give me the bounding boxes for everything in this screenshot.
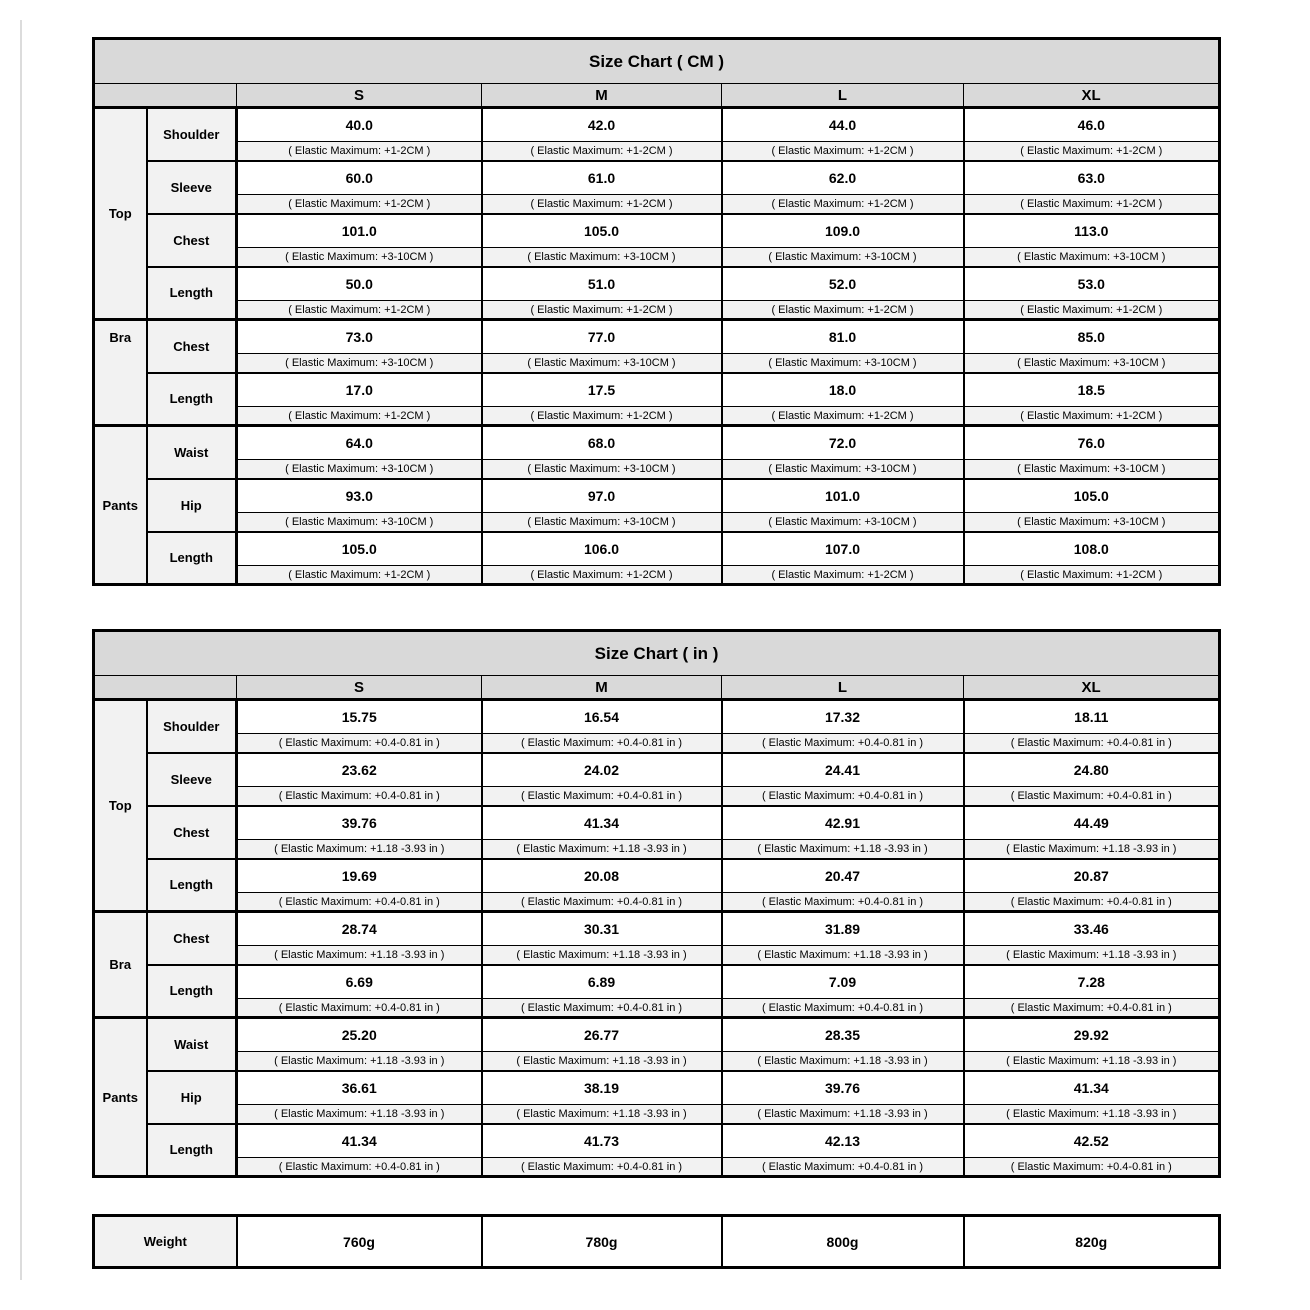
elastic-note: ( Elastic Maximum: +0.4-0.81 in ) (964, 1158, 1220, 1177)
value-row (94, 426, 1220, 460)
elastic-note-row (94, 893, 1220, 912)
elastic-note-row (94, 1158, 1220, 1177)
value-row (94, 373, 1220, 407)
value-row (94, 753, 1220, 787)
measurement-value: 93.0 (237, 479, 482, 513)
measurement-value: 68.0 (482, 426, 722, 460)
size-column-header: M (482, 84, 722, 108)
elastic-note: ( Elastic Maximum: +1-2CM ) (237, 566, 482, 585)
measurement-value: 25.20 (237, 1018, 482, 1052)
measurement-value: 28.35 (722, 1018, 964, 1052)
elastic-note-row (94, 734, 1220, 753)
size-column-header: L (722, 84, 964, 108)
measurement-value: 97.0 (482, 479, 722, 513)
elastic-note: ( Elastic Maximum: +0.4-0.81 in ) (237, 734, 482, 753)
measurement-value: 42.0 (482, 108, 722, 142)
group-label: Bra (94, 320, 147, 426)
elastic-note: ( Elastic Maximum: +1.18 -3.93 in ) (722, 1105, 964, 1124)
elastic-note: ( Elastic Maximum: +0.4-0.81 in ) (482, 787, 722, 806)
measurement-value: 24.80 (964, 753, 1220, 787)
elastic-note-row (94, 1052, 1220, 1071)
elastic-note: ( Elastic Maximum: +1.18 -3.93 in ) (964, 1105, 1220, 1124)
measurement-value: 108.0 (964, 532, 1220, 566)
elastic-note: ( Elastic Maximum: +1-2CM ) (482, 142, 722, 161)
measurement-value: 36.61 (237, 1071, 482, 1105)
measurement-value: 77.0 (482, 320, 722, 354)
table-title: Size Chart ( CM ) (94, 39, 1220, 84)
size-chart-in-table (92, 629, 1221, 1178)
measurement-value: 17.32 (722, 700, 964, 734)
measurement-label: Hip (147, 1071, 237, 1124)
elastic-note: ( Elastic Maximum: +3-10CM ) (482, 460, 722, 479)
elastic-note: ( Elastic Maximum: +1.18 -3.93 in ) (722, 840, 964, 859)
measurement-value: 40.0 (237, 108, 482, 142)
measurement-value: 6.69 (237, 965, 482, 999)
value-row (94, 267, 1220, 301)
elastic-note: ( Elastic Maximum: +0.4-0.81 in ) (964, 999, 1220, 1018)
elastic-note: ( Elastic Maximum: +1-2CM ) (964, 566, 1220, 585)
measurement-label: Waist (147, 1018, 237, 1071)
elastic-note: ( Elastic Maximum: +1-2CM ) (237, 195, 482, 214)
measurement-value: 44.49 (964, 806, 1220, 840)
elastic-note: ( Elastic Maximum: +0.4-0.81 in ) (237, 787, 482, 806)
header-corner-cell (94, 676, 237, 700)
measurement-value: 53.0 (964, 267, 1220, 301)
measurement-value: 24.02 (482, 753, 722, 787)
elastic-note: ( Elastic Maximum: +1-2CM ) (482, 407, 722, 426)
size-column-header: XL (964, 84, 1220, 108)
measurement-value: 64.0 (237, 426, 482, 460)
measurement-label: Chest (147, 806, 237, 859)
measurement-value: 76.0 (964, 426, 1220, 460)
measurement-label: Length (147, 859, 237, 912)
weight-value: 820g (964, 1216, 1220, 1268)
elastic-note: ( Elastic Maximum: +1-2CM ) (237, 142, 482, 161)
elastic-note: ( Elastic Maximum: +1-2CM ) (482, 301, 722, 320)
measurement-value: 41.73 (482, 1124, 722, 1158)
measurement-value: 15.75 (237, 700, 482, 734)
elastic-note-row (94, 999, 1220, 1018)
elastic-note: ( Elastic Maximum: +0.4-0.81 in ) (722, 734, 964, 753)
elastic-note: ( Elastic Maximum: +1-2CM ) (237, 407, 482, 426)
elastic-note: ( Elastic Maximum: +0.4-0.81 in ) (964, 787, 1220, 806)
measurement-value: 41.34 (237, 1124, 482, 1158)
elastic-note: ( Elastic Maximum: +1-2CM ) (482, 566, 722, 585)
measurement-value: 39.76 (237, 806, 482, 840)
weight-table (92, 1214, 1221, 1269)
value-row (94, 532, 1220, 566)
weight-value: 760g (237, 1216, 482, 1268)
elastic-note: ( Elastic Maximum: +0.4-0.81 in ) (964, 734, 1220, 753)
elastic-note: ( Elastic Maximum: +1-2CM ) (722, 301, 964, 320)
measurement-value: 46.0 (964, 108, 1220, 142)
measurement-value: 28.74 (237, 912, 482, 946)
elastic-note: ( Elastic Maximum: +0.4-0.81 in ) (964, 893, 1220, 912)
elastic-note: ( Elastic Maximum: +0.4-0.81 in ) (722, 999, 964, 1018)
measurement-value: 23.62 (237, 753, 482, 787)
group-label: Pants (94, 1018, 147, 1177)
measurement-label: Shoulder (147, 700, 237, 753)
measurement-value: 101.0 (722, 479, 964, 513)
measurement-value: 81.0 (722, 320, 964, 354)
elastic-note: ( Elastic Maximum: +1.18 -3.93 in ) (964, 1052, 1220, 1071)
value-row (94, 1124, 1220, 1158)
elastic-note: ( Elastic Maximum: +3-10CM ) (237, 513, 482, 532)
size-column-header: S (237, 84, 482, 108)
measurement-value: 109.0 (722, 214, 964, 248)
value-row (94, 700, 1220, 734)
elastic-note: ( Elastic Maximum: +1.18 -3.93 in ) (964, 840, 1220, 859)
measurement-value: 20.87 (964, 859, 1220, 893)
measurement-value: 33.46 (964, 912, 1220, 946)
measurement-label: Chest (147, 320, 237, 373)
elastic-note: ( Elastic Maximum: +1.18 -3.93 in ) (237, 1052, 482, 1071)
group-label: Bra (94, 912, 147, 1018)
elastic-note: ( Elastic Maximum: +1-2CM ) (964, 142, 1220, 161)
measurement-value: 41.34 (482, 806, 722, 840)
elastic-note: ( Elastic Maximum: +1-2CM ) (964, 407, 1220, 426)
elastic-note: ( Elastic Maximum: +1-2CM ) (482, 195, 722, 214)
elastic-note: ( Elastic Maximum: +3-10CM ) (482, 513, 722, 532)
elastic-note-row (94, 301, 1220, 320)
elastic-note-row (94, 1105, 1220, 1124)
measurement-value: 29.92 (964, 1018, 1220, 1052)
measurement-value: 51.0 (482, 267, 722, 301)
measurement-label: Length (147, 532, 237, 585)
elastic-note: ( Elastic Maximum: +0.4-0.81 in ) (722, 787, 964, 806)
weight-row (94, 1216, 1220, 1268)
group-label: Pants (94, 426, 147, 585)
measurement-value: 63.0 (964, 161, 1220, 195)
elastic-note-row (94, 195, 1220, 214)
elastic-note-row (94, 787, 1220, 806)
elastic-note: ( Elastic Maximum: +1.18 -3.93 in ) (722, 1052, 964, 1071)
elastic-note-row (94, 513, 1220, 532)
elastic-note-row (94, 354, 1220, 373)
measurement-value: 72.0 (722, 426, 964, 460)
elastic-note-row (94, 566, 1220, 585)
elastic-note: ( Elastic Maximum: +1.18 -3.93 in ) (237, 1105, 482, 1124)
elastic-note: ( Elastic Maximum: +1-2CM ) (964, 301, 1220, 320)
measurement-value: 61.0 (482, 161, 722, 195)
elastic-note-row (94, 946, 1220, 965)
elastic-note: ( Elastic Maximum: +3-10CM ) (722, 248, 964, 267)
value-row (94, 965, 1220, 999)
elastic-note-row (94, 248, 1220, 267)
size-column-header: L (722, 676, 964, 700)
measurement-value: 18.0 (722, 373, 964, 407)
elastic-note: ( Elastic Maximum: +1.18 -3.93 in ) (964, 946, 1220, 965)
measurement-value: 62.0 (722, 161, 964, 195)
weight-value: 780g (482, 1216, 722, 1268)
elastic-note: ( Elastic Maximum: +3-10CM ) (964, 460, 1220, 479)
group-label: Top (94, 108, 147, 320)
measurement-value: 105.0 (237, 532, 482, 566)
measurement-value: 7.09 (722, 965, 964, 999)
measurement-value: 18.5 (964, 373, 1220, 407)
measurement-label: Length (147, 373, 237, 426)
elastic-note: ( Elastic Maximum: +1-2CM ) (722, 566, 964, 585)
measurement-value: 42.52 (964, 1124, 1220, 1158)
elastic-note: ( Elastic Maximum: +0.4-0.81 in ) (237, 999, 482, 1018)
elastic-note: ( Elastic Maximum: +3-10CM ) (964, 248, 1220, 267)
size-column-header: M (482, 676, 722, 700)
measurement-value: 18.11 (964, 700, 1220, 734)
elastic-note: ( Elastic Maximum: +1-2CM ) (722, 407, 964, 426)
value-row (94, 806, 1220, 840)
measurement-value: 113.0 (964, 214, 1220, 248)
value-row (94, 1018, 1220, 1052)
elastic-note: ( Elastic Maximum: +1.18 -3.93 in ) (482, 946, 722, 965)
size-header-row (94, 84, 1220, 108)
measurement-value: 17.0 (237, 373, 482, 407)
measurement-value: 60.0 (237, 161, 482, 195)
value-row (94, 320, 1220, 354)
elastic-note-row (94, 142, 1220, 161)
elastic-note: ( Elastic Maximum: +0.4-0.81 in ) (482, 1158, 722, 1177)
elastic-note-row (94, 840, 1220, 859)
elastic-note: ( Elastic Maximum: +3-10CM ) (482, 248, 722, 267)
measurement-value: 31.89 (722, 912, 964, 946)
measurement-value: 106.0 (482, 532, 722, 566)
elastic-note: ( Elastic Maximum: +3-10CM ) (482, 354, 722, 373)
weight-label: Weight (94, 1216, 237, 1268)
elastic-note: ( Elastic Maximum: +1.18 -3.93 in ) (722, 946, 964, 965)
value-row (94, 161, 1220, 195)
measurement-value: 44.0 (722, 108, 964, 142)
measurement-value: 101.0 (237, 214, 482, 248)
measurement-label: Hip (147, 479, 237, 532)
measurement-value: 42.91 (722, 806, 964, 840)
elastic-note: ( Elastic Maximum: +3-10CM ) (722, 354, 964, 373)
measurement-value: 26.77 (482, 1018, 722, 1052)
spreadsheet-gridline (20, 20, 22, 1280)
elastic-note: ( Elastic Maximum: +3-10CM ) (237, 460, 482, 479)
value-row (94, 1071, 1220, 1105)
measurement-value: 107.0 (722, 532, 964, 566)
measurement-value: 73.0 (237, 320, 482, 354)
measurement-value: 6.89 (482, 965, 722, 999)
elastic-note: ( Elastic Maximum: +1.18 -3.93 in ) (482, 1105, 722, 1124)
elastic-note: ( Elastic Maximum: +3-10CM ) (237, 354, 482, 373)
elastic-note: ( Elastic Maximum: +0.4-0.81 in ) (722, 893, 964, 912)
elastic-note: ( Elastic Maximum: +3-10CM ) (964, 513, 1220, 532)
measurement-value: 105.0 (482, 214, 722, 248)
elastic-note: ( Elastic Maximum: +3-10CM ) (722, 460, 964, 479)
elastic-note-row (94, 460, 1220, 479)
measurement-value: 7.28 (964, 965, 1220, 999)
measurement-value: 20.08 (482, 859, 722, 893)
measurement-label: Length (147, 267, 237, 320)
elastic-note: ( Elastic Maximum: +3-10CM ) (722, 513, 964, 532)
value-row (94, 479, 1220, 513)
measurement-value: 24.41 (722, 753, 964, 787)
measurement-label: Length (147, 965, 237, 1018)
table-title-row (94, 39, 1220, 84)
measurement-label: Waist (147, 426, 237, 479)
measurement-value: 19.69 (237, 859, 482, 893)
elastic-note: ( Elastic Maximum: +1-2CM ) (237, 301, 482, 320)
measurement-value: 85.0 (964, 320, 1220, 354)
measurement-value: 39.76 (722, 1071, 964, 1105)
measurement-value: 42.13 (722, 1124, 964, 1158)
elastic-note-row (94, 407, 1220, 426)
measurement-value: 41.34 (964, 1071, 1220, 1105)
size-header-row (94, 676, 1220, 700)
value-row (94, 108, 1220, 142)
elastic-note: ( Elastic Maximum: +1.18 -3.93 in ) (237, 840, 482, 859)
elastic-note: ( Elastic Maximum: +0.4-0.81 in ) (482, 893, 722, 912)
size-column-header: S (237, 676, 482, 700)
elastic-note: ( Elastic Maximum: +1-2CM ) (722, 142, 964, 161)
measurement-value: 20.47 (722, 859, 964, 893)
measurement-label: Sleeve (147, 753, 237, 806)
elastic-note: ( Elastic Maximum: +0.4-0.81 in ) (237, 893, 482, 912)
measurement-value: 17.5 (482, 373, 722, 407)
elastic-note: ( Elastic Maximum: +0.4-0.81 in ) (722, 1158, 964, 1177)
measurement-label: Shoulder (147, 108, 237, 161)
size-chart-cm-table (92, 37, 1221, 586)
table-title-row (94, 631, 1220, 676)
weight-value: 800g (722, 1216, 964, 1268)
elastic-note: ( Elastic Maximum: +1-2CM ) (722, 195, 964, 214)
table-title: Size Chart ( in ) (94, 631, 1220, 676)
measurement-label: Sleeve (147, 161, 237, 214)
elastic-note: ( Elastic Maximum: +0.4-0.81 in ) (237, 1158, 482, 1177)
elastic-note: ( Elastic Maximum: +1.18 -3.93 in ) (482, 1052, 722, 1071)
measurement-value: 38.19 (482, 1071, 722, 1105)
measurement-value: 52.0 (722, 267, 964, 301)
value-row (94, 214, 1220, 248)
measurement-label: Length (147, 1124, 237, 1177)
elastic-note: ( Elastic Maximum: +0.4-0.81 in ) (482, 734, 722, 753)
elastic-note: ( Elastic Maximum: +0.4-0.81 in ) (482, 999, 722, 1018)
size-column-header: XL (964, 676, 1220, 700)
group-label: Top (94, 700, 147, 912)
measurement-label: Chest (147, 214, 237, 267)
elastic-note: ( Elastic Maximum: +3-10CM ) (237, 248, 482, 267)
measurement-label: Chest (147, 912, 237, 965)
measurement-value: 105.0 (964, 479, 1220, 513)
elastic-note: ( Elastic Maximum: +1.18 -3.93 in ) (237, 946, 482, 965)
value-row (94, 859, 1220, 893)
header-corner-cell (94, 84, 237, 108)
elastic-note: ( Elastic Maximum: +3-10CM ) (964, 354, 1220, 373)
elastic-note: ( Elastic Maximum: +1.18 -3.93 in ) (482, 840, 722, 859)
measurement-value: 16.54 (482, 700, 722, 734)
value-row (94, 912, 1220, 946)
elastic-note: ( Elastic Maximum: +1-2CM ) (964, 195, 1220, 214)
measurement-value: 50.0 (237, 267, 482, 301)
measurement-value: 30.31 (482, 912, 722, 946)
